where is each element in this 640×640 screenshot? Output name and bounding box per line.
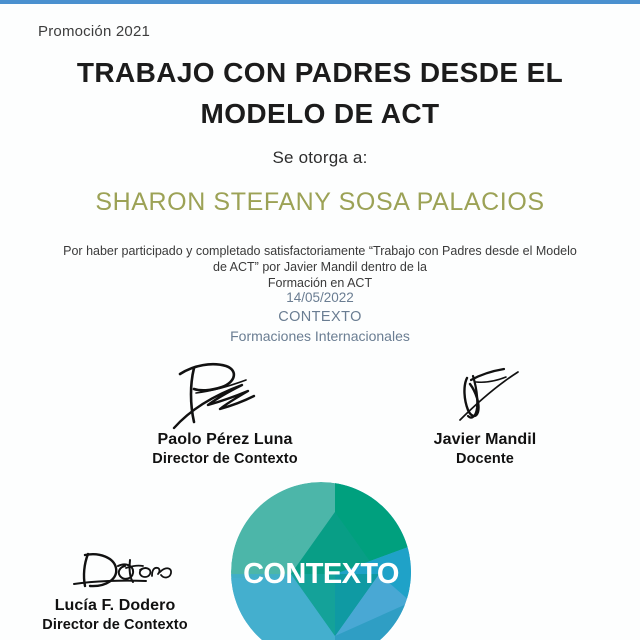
issue-date: 14/05/2022 [286, 290, 354, 305]
contexto-logo [231, 482, 411, 640]
description-line-1: Por haber participado y completado satisfactoriamente “Trabajo con Padres desde el Modelo [63, 244, 577, 258]
description-paragraph [45, 243, 595, 291]
signature-block-javier [360, 358, 610, 469]
signature-role: Director de Contexto [42, 617, 188, 633]
certificate-meta [0, 289, 640, 346]
organization-subtitle: Formaciones Internacionales [230, 328, 410, 344]
signature-name: Javier Mandil [433, 431, 537, 448]
signature-name: Paolo Pérez Luna [157, 431, 293, 448]
top-accent-bar [0, 0, 640, 4]
certificate-title-line-2: MODELO DE ACT [200, 98, 440, 129]
recipient-name: SHARON STEFANY SOSA PALACIOS [95, 188, 545, 216]
promotion-label: Promoción 2021 [38, 23, 151, 40]
signature-role: Docente [456, 451, 514, 467]
signature-name: Lucía F. Dodero [54, 597, 176, 614]
description-line-2: de ACT” por Javier Mandil dentro de la [213, 260, 427, 274]
signature-block-paolo [100, 358, 350, 469]
signature-block-lucia [0, 548, 240, 635]
awarded-to-label: Se otorga a: [272, 148, 368, 167]
logo-text: CONTEXTO [243, 558, 399, 590]
signature-mark-icon [0, 548, 240, 596]
signature-role: Director de Contexto [152, 451, 298, 467]
signature-mark-icon [100, 358, 350, 430]
certificate-title [60, 52, 580, 134]
certificate-title-line-1: TRABAJO CON PADRES DESDE EL [76, 57, 564, 88]
organization-name: CONTEXTO [278, 309, 362, 325]
description-line-3: Formación en ACT [267, 276, 373, 290]
signature-mark-icon [360, 358, 610, 430]
